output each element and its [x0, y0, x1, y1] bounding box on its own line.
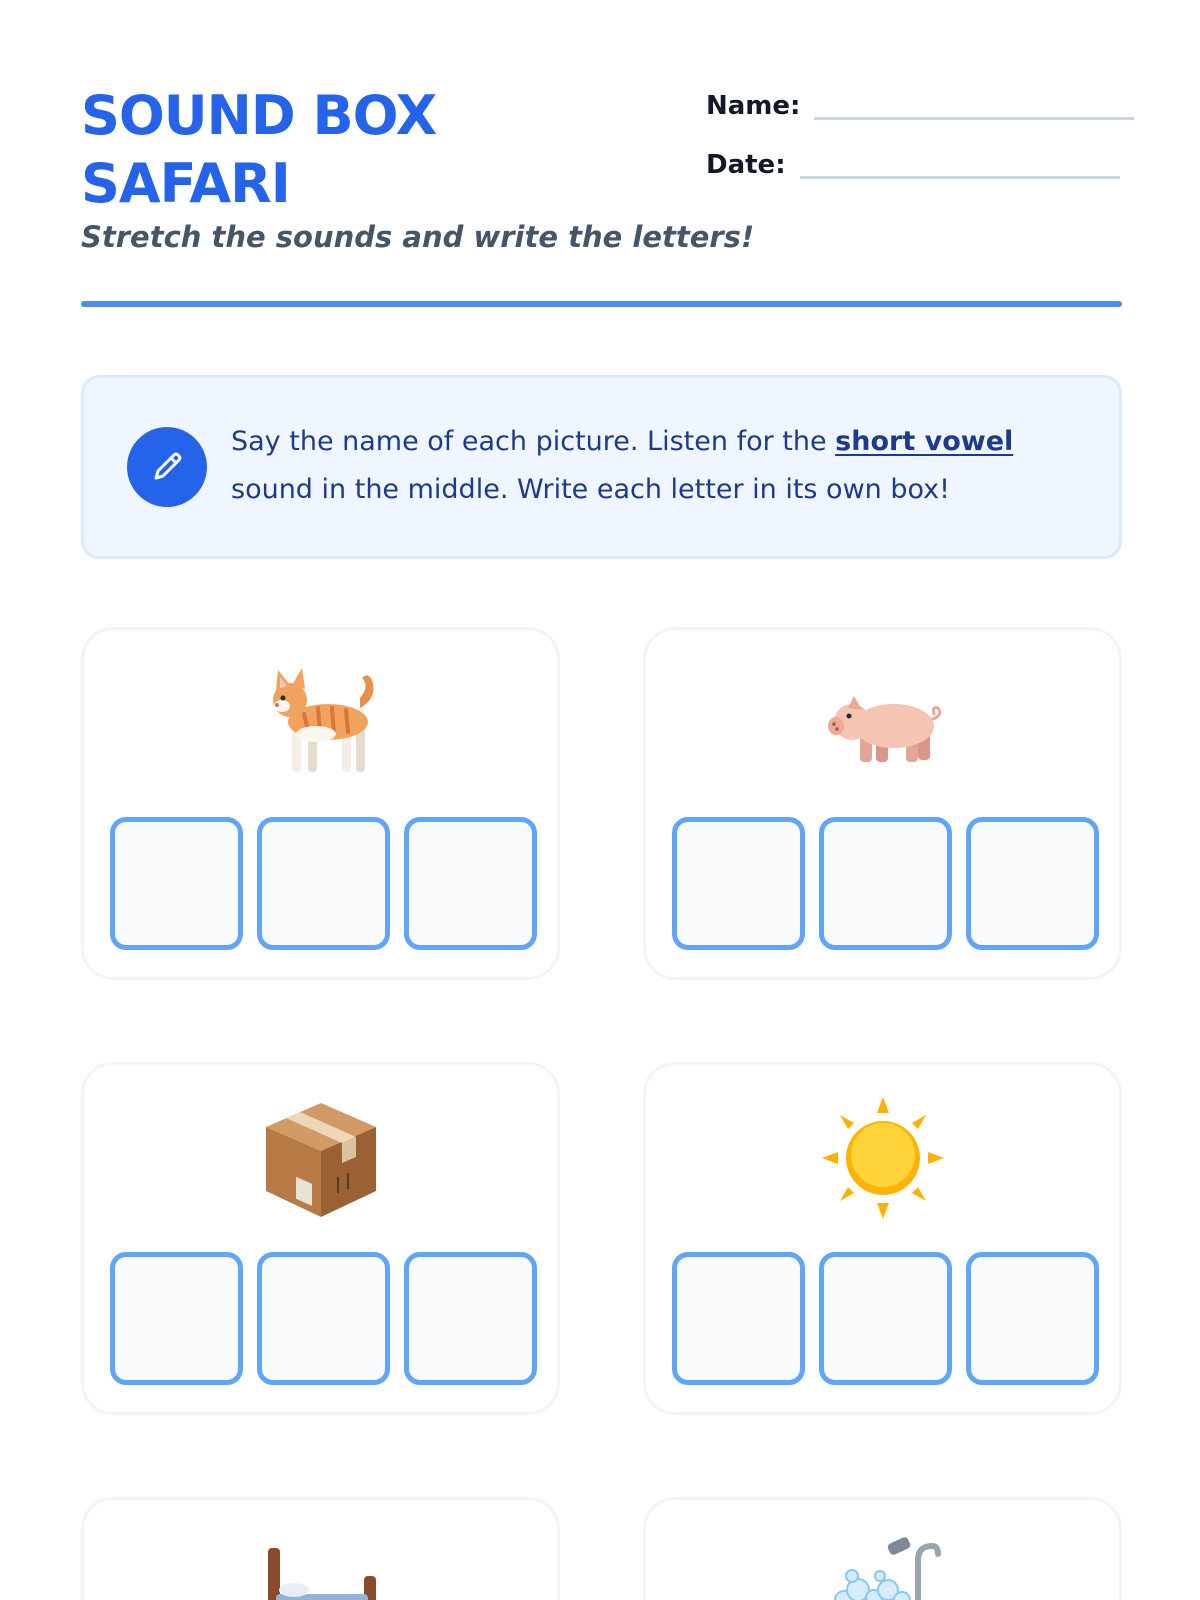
word-card-bed [81, 1497, 560, 1600]
instruction-keyword: short vowel [835, 426, 1014, 457]
letter-box[interactable] [672, 817, 805, 950]
letter-box[interactable] [404, 1252, 537, 1385]
name-label: Name: [706, 91, 801, 121]
letter-box[interactable] [672, 1252, 805, 1385]
worksheet-title: SOUND BOX SAFARI [81, 84, 437, 215]
box-icon [84, 1093, 557, 1223]
letter-box[interactable] [404, 817, 537, 950]
cat-icon [84, 658, 557, 788]
pencil-icon [127, 427, 207, 507]
word-card-sun [643, 1062, 1122, 1415]
name-write-line[interactable] [814, 117, 1134, 120]
letter-box[interactable] [110, 817, 243, 950]
worksheet-subtitle: Stretch the sounds and write the letters! [81, 220, 755, 254]
instruction-text-before: Say the name of each picture. Listen for the [231, 426, 836, 457]
word-card-cat [81, 627, 560, 980]
instruction-text [231, 418, 1091, 514]
instruction-box [81, 375, 1122, 559]
letter-box[interactable] [819, 817, 952, 950]
letter-boxes [110, 817, 537, 950]
letter-box[interactable] [966, 1252, 1099, 1385]
sun-icon [646, 1093, 1119, 1223]
date-label: Date: [706, 150, 786, 180]
pig-icon [646, 658, 1119, 788]
letter-boxes [672, 817, 1099, 950]
word-card-tub [643, 1497, 1122, 1600]
name-field[interactable] [706, 86, 1134, 126]
letter-box[interactable] [257, 1252, 390, 1385]
date-field[interactable] [706, 145, 1120, 185]
date-write-line[interactable] [800, 176, 1120, 179]
worksheet-header [81, 82, 1121, 308]
letter-box[interactable] [966, 817, 1099, 950]
word-card-box [81, 1062, 560, 1415]
bed-icon [84, 1528, 557, 1600]
bathtub-icon [646, 1528, 1119, 1600]
instruction-text-after: sound in the middle. Write each letter in its own box! [231, 474, 950, 505]
letter-box[interactable] [110, 1252, 243, 1385]
word-card-pig [643, 627, 1122, 980]
letter-box[interactable] [257, 817, 390, 950]
letter-boxes [110, 1252, 537, 1385]
header-divider [81, 301, 1122, 307]
letter-boxes [672, 1252, 1099, 1385]
letter-box[interactable] [819, 1252, 952, 1385]
